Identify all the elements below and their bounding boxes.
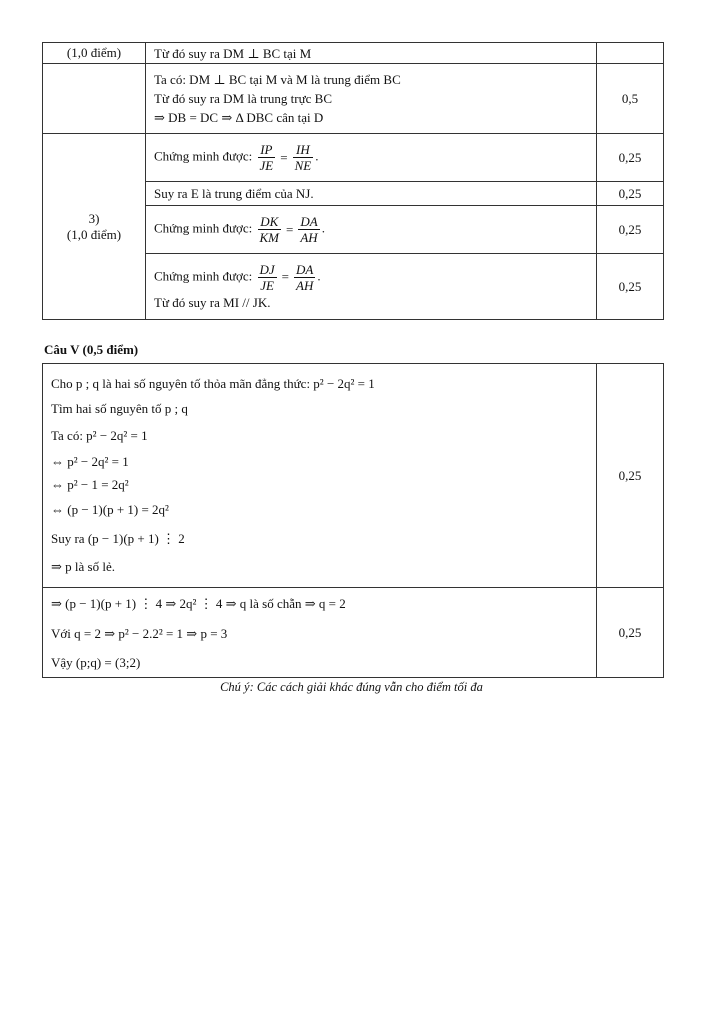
footnote: Chú ý: Các cách giải khác đúng vẫn cho điểm tối đa (220, 680, 483, 694)
score-cell: 0,25 (597, 588, 664, 678)
fraction: $\frac{DK}{KM}$ (259, 214, 279, 245)
fraction: $\frac{IH}{NE}$ (294, 142, 312, 173)
fraction: $\frac{IP}{JE}$ (259, 142, 274, 173)
points-cell (43, 64, 146, 134)
solution-cell: Ta có: DM ⊥ BC tại M và M là trung điểm BC Từ đó suy ra DM là trung trực BC ⇒ DB = DC ⇒ Δ DBC cân tại D (146, 64, 597, 134)
solution-cell: Cho p ; q là hai số nguyên tố thỏa mãn đẳng thức: p² − 2q² = 1 Tìm hai số nguyên tố p ; q Ta có: p² − 2q² = 1 ⇔ p² − 2q² = 1 ⇔ p² − 1 = 2q² ⇔ (p − 1)(p + 1) = 2q² Suy ra (p − 1)(p + 1) ⋮ 2 ⇒ p là số lẻ. (43, 364, 597, 588)
table-row (43, 64, 664, 134)
answer-table-part3 (42, 42, 664, 320)
fraction: $\frac{DJ}{JE}$ (259, 261, 275, 293)
score-cell: 0,5 (597, 64, 664, 134)
table-row (43, 134, 664, 182)
score-cell (597, 43, 664, 64)
solution-cell: Từ đó suy ra DM ⊥ BC tại M (146, 43, 597, 64)
score-cell: 0,25 (597, 254, 664, 320)
table-row (43, 364, 664, 588)
solution-cell: Suy ra E là trung điểm của NJ. (146, 182, 597, 206)
solution-cell: ⇒ (p − 1)(p + 1) ⋮ 4 ⇒ 2q² ⋮ 4 ⇒ q là số chẵn ⇒ q = 2 Với q = 2 ⇒ p² − 2.2² = 1 ⇒ p = 3 Vậy (p;q) = (3;2) (43, 588, 597, 678)
score-cell: 0,25 (597, 364, 664, 588)
answer-table-cau5 (42, 363, 664, 678)
solution-cell: Chứng minh được: $\frac{DK}{KM}$ = $\frac{DA}{AH}$ . (146, 206, 597, 254)
fraction: $\frac{DA}{AH}$ (300, 214, 318, 245)
table-row (43, 588, 664, 678)
table-row (43, 43, 664, 64)
score-cell: 0,25 (597, 134, 664, 182)
section-label-cell: 3) (1,0 điểm) (43, 134, 146, 320)
score-cell: 0,25 (597, 206, 664, 254)
section-heading: Câu V (0,5 điểm) (44, 342, 139, 357)
solution-cell: Chứng minh được: $\frac{DJ}{JE}$ = $\frac{DA}{AH}$ . Từ đó suy ra MI // JK. (146, 254, 597, 320)
score-cell: 0,25 (597, 182, 664, 206)
solution-cell: Chứng minh được: $\frac{IP}{JE}$ = $\frac{IH}{NE}$ . (146, 134, 597, 182)
points-cell: (1,0 điểm) (43, 43, 146, 64)
fraction: $\frac{DA}{AH}$ (296, 261, 314, 293)
